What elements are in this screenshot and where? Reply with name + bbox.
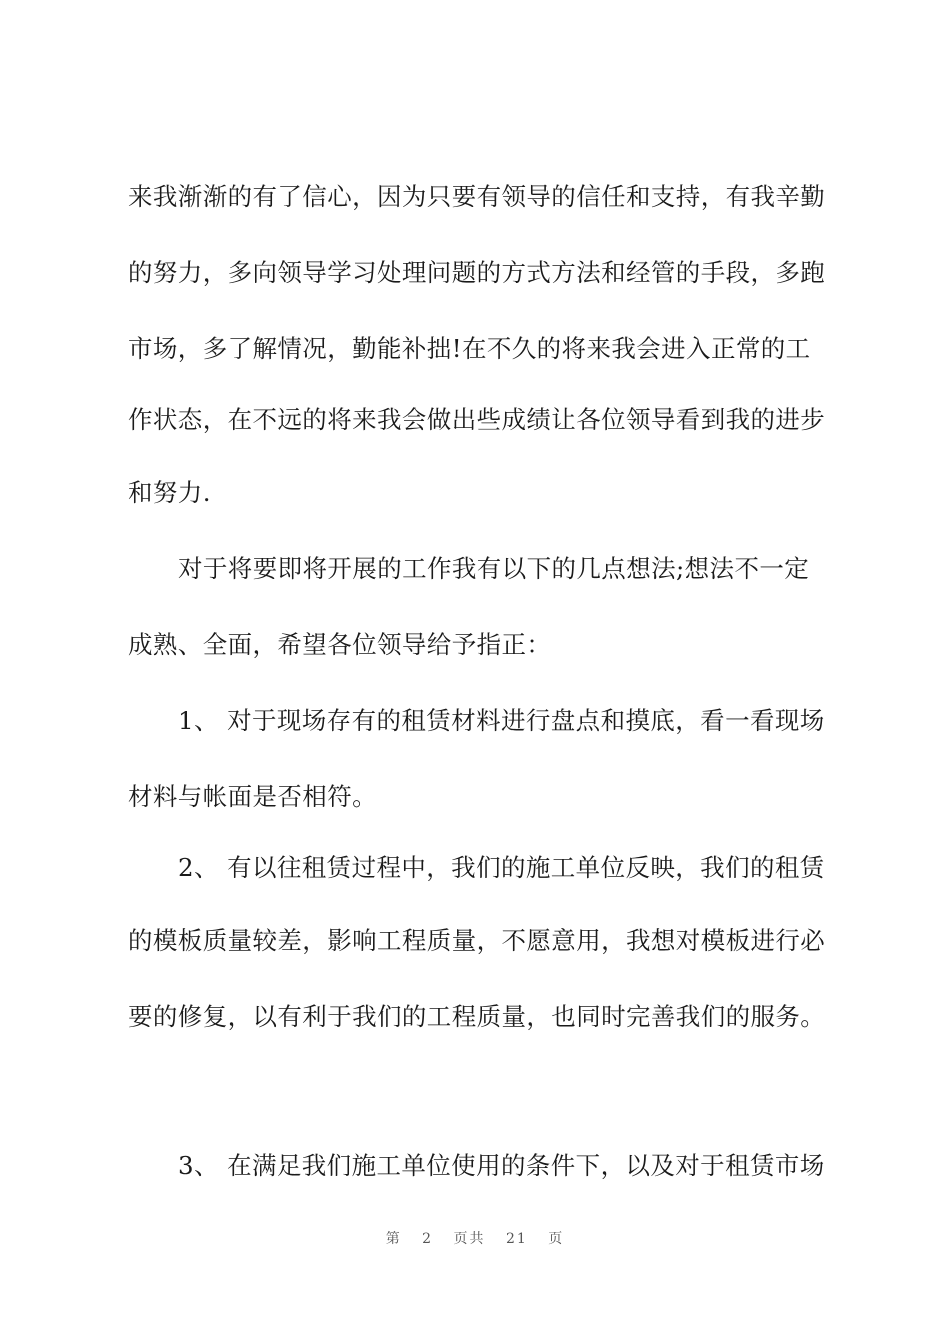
list-item-1-line-2: 材料与帐面是否相符。 [128,782,377,811]
page-label-mid: 页共 [453,1231,486,1247]
page-footer [0,1228,950,1248]
total-pages-number: 21 [506,1231,528,1247]
body-line-5: 和努力. [128,478,211,507]
page-label-suffix: 页 [548,1231,565,1247]
list-item-2-line-3: 要的修复，以有利于我们的工程质量，也同时完善我们的服务。 [128,1002,826,1031]
list-item-2-line-2: 的模板质量较差，影响工程质量，不愿意用，我想对模板进行必 [128,926,826,955]
page-label-prefix: 第 [385,1231,402,1247]
current-page-number: 2 [422,1231,434,1247]
list-item-3-line-1: 3、 在满足我们施工单位使用的条件下，以及对于租赁市场 [178,1151,825,1180]
body-line-3: 市场，多了解情况，勤能补拙!在不久的将来我会进入正常的工 [128,334,811,363]
body-line-1: 来我渐渐的有了信心，因为只要有领导的信任和支持，有我辛勤 [128,182,826,211]
body-line-4: 作状态，在不远的将来我会做出些成绩让各位领导看到我的进步 [128,405,826,434]
list-item-1-line-1: 1、 对于现场存有的租赁材料进行盘点和摸底，看一看现场 [178,706,825,735]
body-line-7: 成熟、全面，希望各位领导给予指正： [128,630,552,659]
list-item-2-line-1: 2、 有以往租赁过程中，我们的施工单位反映，我们的租赁 [178,853,825,882]
body-line-6: 对于将要即将开展的工作我有以下的几点想法;想法不一定 [178,554,810,583]
body-line-2: 的努力，多向领导学习处理问题的方式方法和经管的手段，多跑 [128,258,826,287]
